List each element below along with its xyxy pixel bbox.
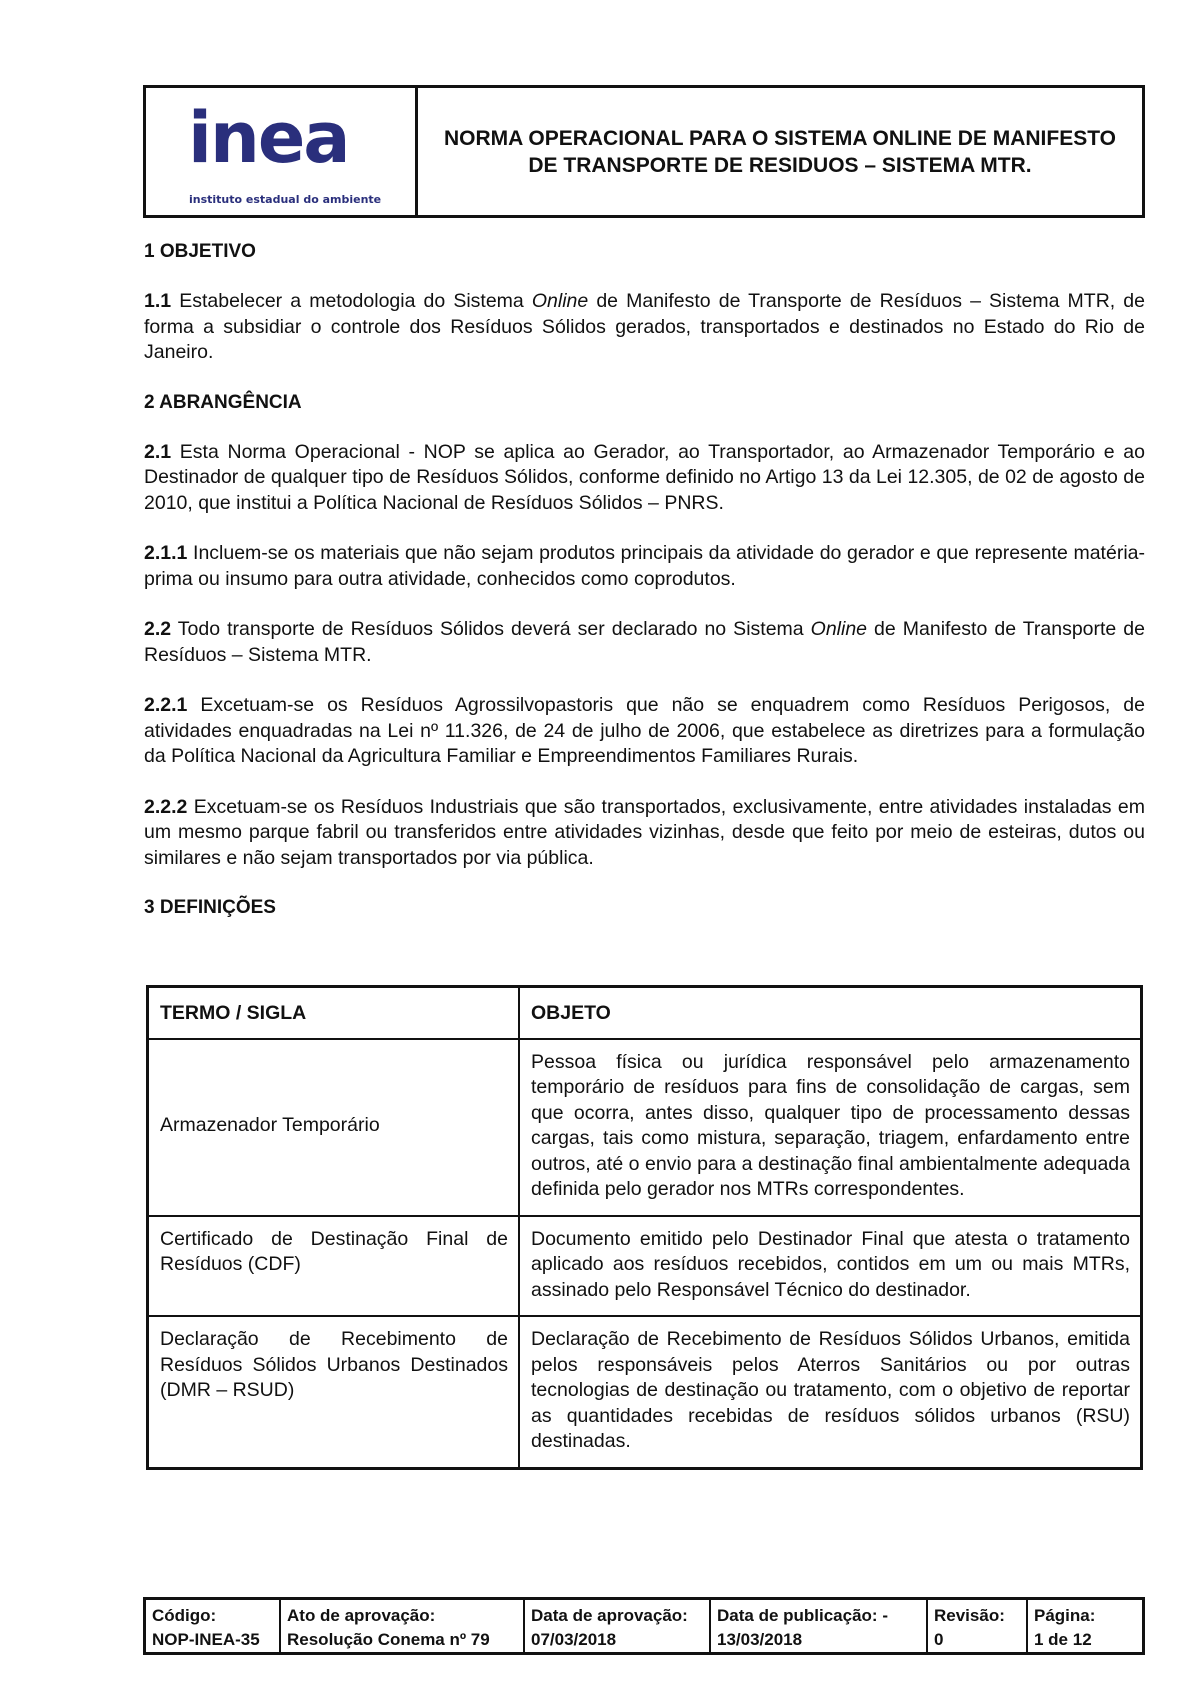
clause-number: 2.2 <box>144 618 172 640</box>
footer-ato <box>281 1600 525 1652</box>
footer-data-publicacao <box>711 1600 928 1652</box>
clause-number: 2.2.1 <box>144 694 188 716</box>
clause-number: 2.2.2 <box>144 795 188 818</box>
clause-number: 1.1 <box>144 290 172 312</box>
footer-label: Revisão: <box>934 1606 1005 1625</box>
paragraph-text: Todo transporte de Resíduos Sólidos deverá ser declarado no Sistema <box>171 618 811 640</box>
document-footer <box>143 1597 1145 1655</box>
footer-codigo <box>146 1600 281 1652</box>
footer-value: NOP-INEA-35 <box>152 1630 260 1649</box>
paragraph-2-2-1 <box>144 693 1145 770</box>
footer-value: 13/03/2018 <box>717 1630 803 1649</box>
paragraph-2-2-2 <box>144 795 1145 872</box>
logo-subtitle: instituto estadual do ambiente <box>189 193 382 206</box>
column-header-term: TERMO / SIGLA <box>148 987 520 1039</box>
document-body <box>144 240 1145 920</box>
term-cell: Certificado de Destinação Final de Resíduos (CDF) <box>148 1216 520 1317</box>
footer-label: Página: <box>1034 1606 1096 1625</box>
footer-data-aprovacao <box>525 1600 711 1652</box>
term-cell: Declaração de Recebimento de Resíduos Sólidos Urbanos Destinados (DMR – RSUD) <box>148 1316 520 1468</box>
document-header <box>143 85 1145 218</box>
paragraph-emphasis: Online <box>531 290 589 312</box>
footer-value: 0 <box>934 1630 944 1649</box>
definition-cell: Declaração de Recebimento de Resíduos Sólidos Urbanos, emitida pelos responsáveis pelos Aterros Sanitários ou por outras tecnologias de destinação ou tratamento, com o objetivo de reportar as quantidades recebidas de resíduos sólidos urbanos (RSU) destinadas. <box>519 1316 1142 1468</box>
definitions-table <box>146 985 1143 1470</box>
paragraph-text: Excetuam-se os Resíduos Agrossilvopastoris que não se enquadrem como Resíduos Perigosos, de atividades enquadradas na Lei nº 11.326, de 24 de julho de 2006, que estabelece as diretrizes para a formulação da Política Nacional da Agricultura Familiar e Empreendimentos Familiares Rurais. <box>144 694 1145 767</box>
paragraph-text: Esta Norma Operacional - NOP se aplica ao Gerador, ao Transportador, ao Armazenador Temporário e ao Destinador de qualquer tipo de Resíduos Sólidos, conforme definido no Artigo 13 da Lei 12.305, de 02 de agosto de 2010, que institui a Política Nacional de Resíduos Sólidos – PNRS. <box>144 440 1145 514</box>
paragraph-2-1 <box>144 440 1145 517</box>
paragraph-2-2 <box>144 617 1145 668</box>
paragraph-1-1 <box>144 289 1145 366</box>
logo-wordmark: inea <box>188 97 349 179</box>
section-title-objetivo: 1 OBJETIVO <box>144 241 256 262</box>
table-header-row <box>148 987 1142 1039</box>
paragraph-emphasis: Online <box>810 618 868 640</box>
paragraph-text: de Manifesto de Transporte de Resíduos – Sistema MTR, de forma a subsidiar o controle dos Resíduos Sólidos gerados, transportados e destinados no Estado do Rio de Janeiro. <box>144 290 1145 363</box>
paragraph-2-1-1 <box>144 541 1145 592</box>
footer-pagina <box>1028 1600 1142 1652</box>
document-title: NORMA OPERACIONAL PARA O SISTEMA ONLINE DE MANIFESTO DE TRANSPORTE DE RESIDUOS – SISTEMA MTR. <box>443 126 1117 177</box>
section-title-abrangencia: 2 ABRANGÊNCIA <box>144 391 302 413</box>
inea-logo <box>146 88 418 215</box>
footer-revisao <box>928 1600 1028 1652</box>
column-header-object: OBJETO <box>519 987 1142 1039</box>
term-cell: Armazenador Temporário <box>148 1039 520 1216</box>
table-row <box>148 1316 1142 1468</box>
paragraph-text: Estabelecer a metodologia do Sistema <box>171 290 532 312</box>
clause-number: 2.1.1 <box>144 542 188 564</box>
footer-label: Código: <box>152 1606 217 1625</box>
definition-cell: Pessoa física ou jurídica responsável pelo armazenamento temporário de resíduos para fins de consolidação de cargas, sem que ocorra, antes disso, qualquer tipo de processamento dessas cargas, tais como mistura, separação, triagem, enfardamento entre outros, até o envio para a destinação final ambientalmente adequada definida pelo gerador nos MTRs correspondentes. <box>519 1039 1142 1216</box>
clause-number: 2.1 <box>144 440 172 463</box>
paragraph-text: de Manifesto de Transporte de Resíduos – Sistema MTR. <box>144 618 1145 666</box>
table-row <box>148 1039 1142 1216</box>
footer-value: Resolução Conema nº 79 <box>287 1630 490 1649</box>
footer-value: 1 de 12 <box>1034 1630 1092 1649</box>
paragraph-text: Excetuam-se os Resíduos Industriais que são transportados, exclusivamente, entre atividades instaladas em um mesmo parque fabril ou transferidos entre atividades vizinhas, desde que feito por meio de esteiras, dutos ou similares e não sejam transportados por via pública. <box>144 795 1145 869</box>
paragraph-text: Incluem-se os materiais que não sejam produtos principais da atividade do gerador e que represente matéria-prima ou insumo para outra atividade, conhecidos como coprodutos. <box>144 542 1145 590</box>
footer-value: 07/03/2018 <box>531 1630 617 1649</box>
table-row <box>148 1216 1142 1317</box>
footer-label: Data de publicação: - <box>717 1606 888 1625</box>
footer-label: Data de aprovação: <box>531 1606 688 1625</box>
definition-cell: Documento emitido pelo Destinador Final que atesta o tratamento aplicado aos resíduos recebidos, contidos em um ou mais MTRs, assinado pelo Responsável Técnico do destinador. <box>519 1216 1142 1317</box>
section-title-definicoes: 3 DEFINIÇÕES <box>144 897 276 918</box>
footer-label: Ato de aprovação: <box>287 1606 436 1625</box>
